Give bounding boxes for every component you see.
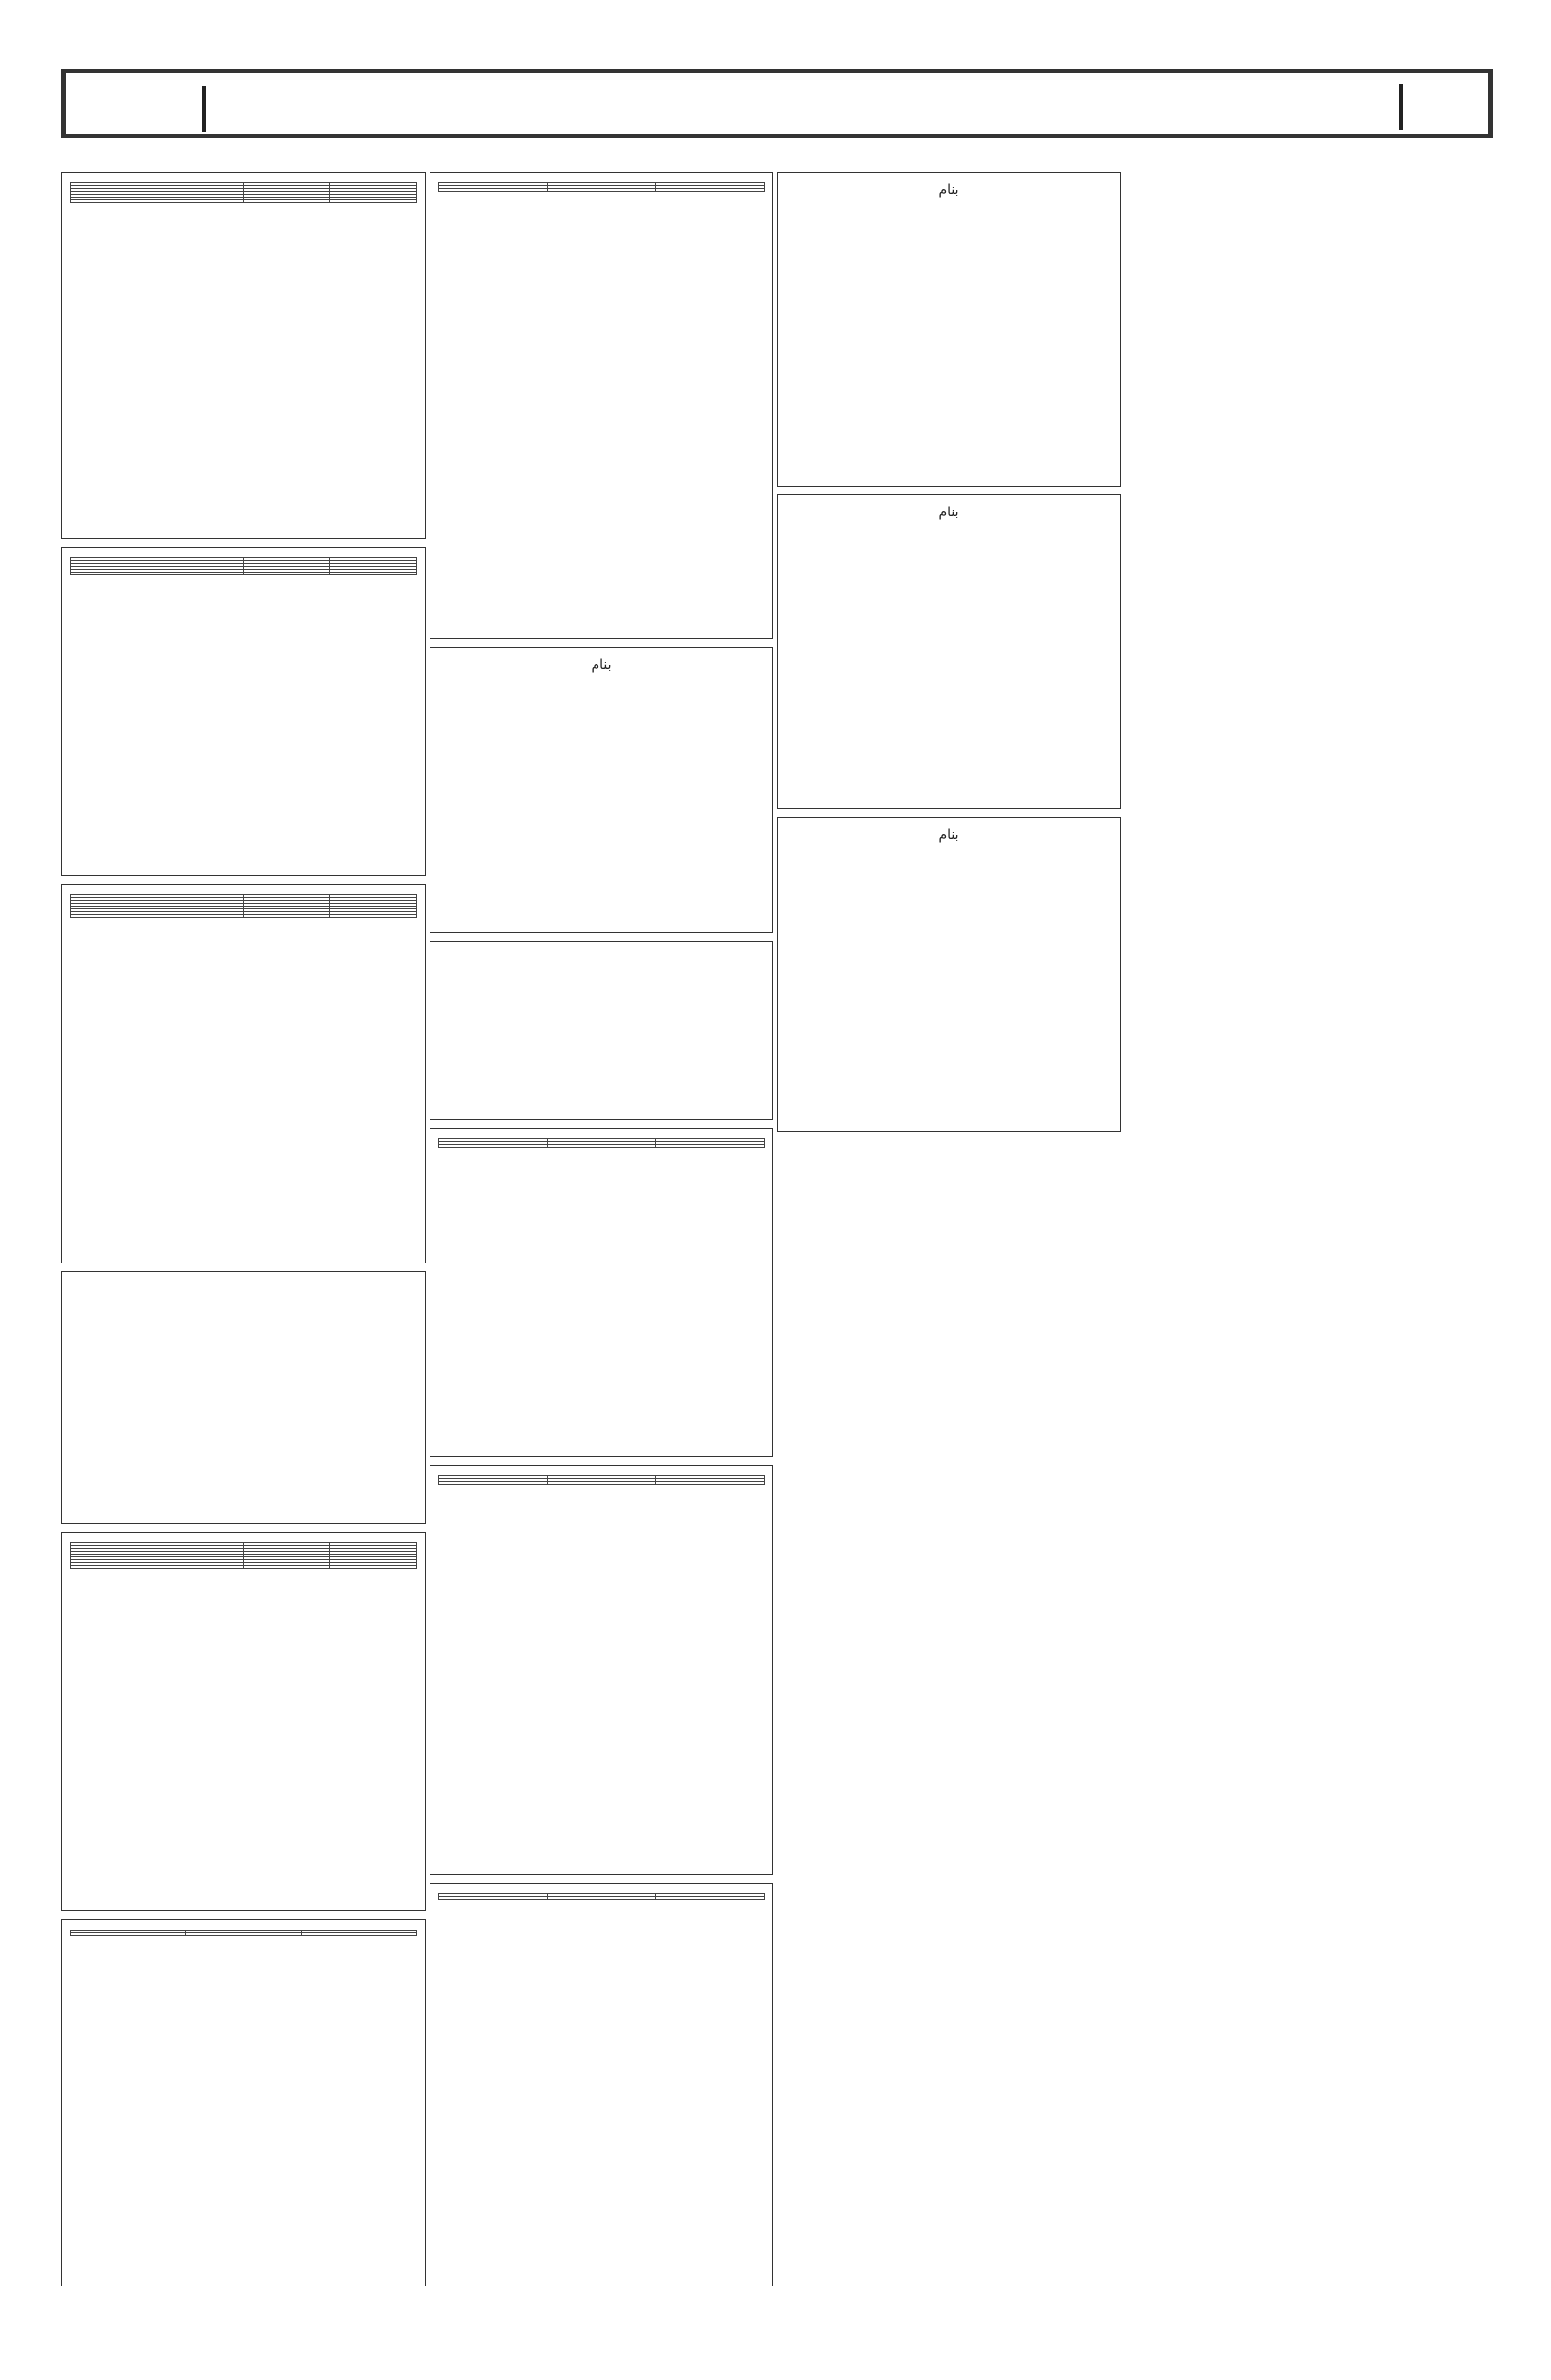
table-cell (656, 1145, 765, 1148)
dob-table (438, 182, 765, 192)
table-row (439, 189, 765, 192)
dob-table (438, 1138, 765, 1148)
table-cell (330, 915, 417, 918)
table-cell (656, 1482, 765, 1485)
table-cell (71, 573, 157, 575)
notice-box (777, 172, 1121, 487)
table-cell (439, 1482, 548, 1485)
notice-box (430, 1883, 773, 2286)
table-cell (330, 573, 417, 575)
table-cell (439, 189, 548, 192)
table-cell (157, 200, 243, 203)
dob-table (438, 1475, 765, 1485)
table-cell (547, 1482, 656, 1485)
table-cell (330, 200, 417, 203)
table-cell (157, 573, 243, 575)
notice-box (430, 647, 773, 933)
notice-box (430, 1128, 773, 1457)
table-row (71, 1566, 417, 1569)
header-left-edge (61, 69, 66, 138)
dob-table (438, 1893, 765, 1900)
table-cell (439, 1145, 548, 1148)
notice-box (430, 172, 773, 639)
table-row (71, 915, 417, 918)
family-table (70, 894, 417, 918)
table-cell (656, 189, 765, 192)
family-table (70, 182, 417, 203)
table-cell (243, 200, 330, 203)
table-cell (243, 573, 330, 575)
table-cell (547, 1145, 656, 1148)
table-cell (547, 189, 656, 192)
table-cell (186, 1933, 302, 1936)
notice-name-label: بنام (938, 182, 959, 198)
table-row (439, 1145, 765, 1148)
table-cell (302, 1933, 417, 1936)
table-cell (330, 1566, 417, 1569)
dob-table (70, 1930, 417, 1936)
table-cell (157, 915, 243, 918)
table-cell (656, 1897, 765, 1900)
table-cell (547, 1897, 656, 1900)
notice-box (61, 1919, 426, 2286)
header-separator (1399, 84, 1403, 130)
notice-box (61, 884, 426, 1263)
notice-box (61, 1271, 426, 1524)
notice-box (61, 1532, 426, 1911)
table-cell (71, 915, 157, 918)
table-cell (71, 1566, 157, 1569)
header-bottom-rule (61, 134, 1493, 138)
header-right-edge (1488, 69, 1493, 138)
notice-name-label: بنام (938, 827, 959, 843)
notice-box (61, 172, 426, 539)
table-row (71, 1933, 417, 1936)
header-separator (202, 86, 206, 132)
table-cell (439, 1897, 548, 1900)
header-top-rule (61, 69, 1493, 73)
notice-name-label: بنام (591, 658, 612, 673)
notice-box (777, 817, 1121, 1132)
notice-name-label: بنام (938, 505, 959, 520)
table-row (439, 1482, 765, 1485)
notice-box (777, 494, 1121, 809)
table-cell (71, 1933, 186, 1936)
table-row (71, 573, 417, 575)
table-row (439, 1897, 765, 1900)
table-row (71, 200, 417, 203)
notice-box (430, 1465, 773, 1875)
notice-box (430, 941, 773, 1120)
family-table (70, 557, 417, 575)
family-table (70, 1542, 417, 1569)
notice-box (61, 547, 426, 876)
table-cell (71, 200, 157, 203)
table-cell (157, 1566, 243, 1569)
table-cell (243, 1566, 330, 1569)
table-cell (243, 915, 330, 918)
